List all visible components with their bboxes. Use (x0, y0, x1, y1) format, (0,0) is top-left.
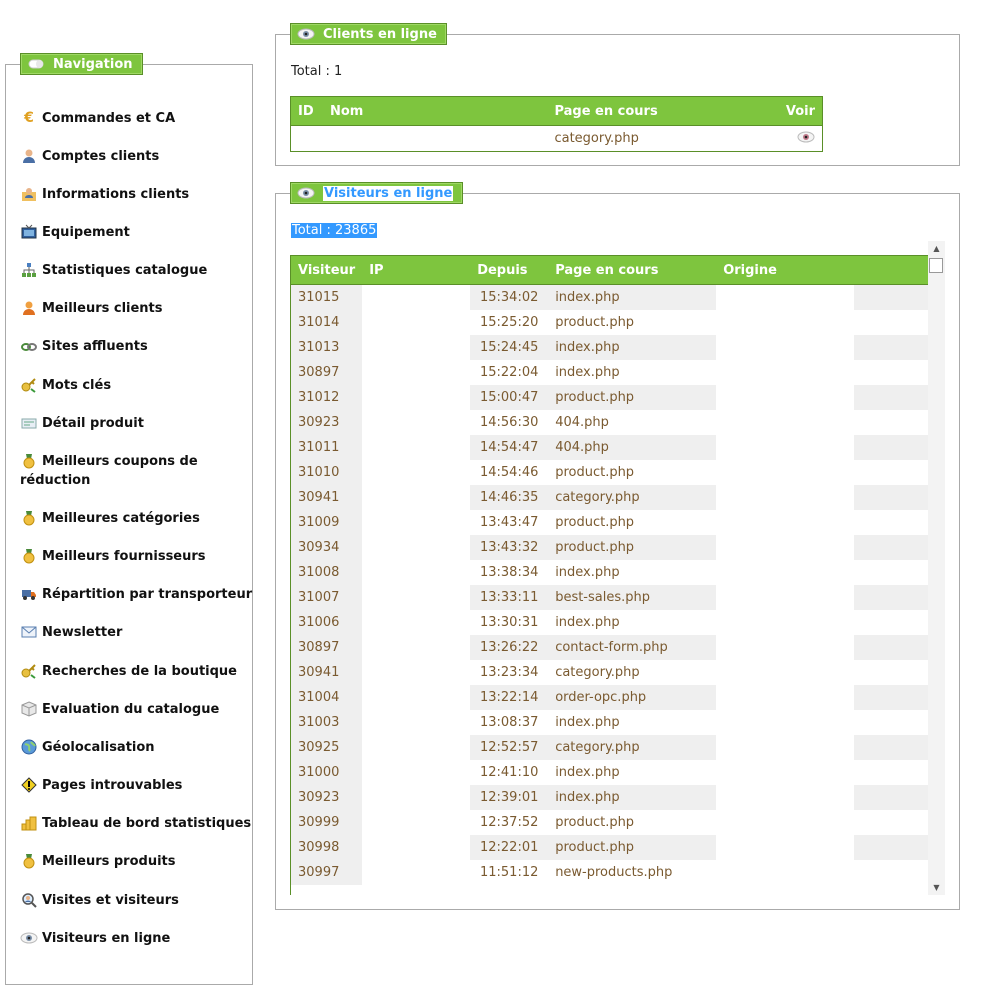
table-row (291, 560, 929, 585)
visitor-origin (716, 410, 854, 435)
table-row (291, 385, 929, 410)
visitor-extra (854, 385, 929, 410)
visitor-extra (854, 685, 929, 710)
visitor-page: contact-form.php (548, 635, 716, 660)
visitors-online-legend (290, 182, 463, 204)
visitors-table (291, 255, 929, 885)
visitor-page: index.php (548, 710, 716, 735)
visitor-since: 14:54:47 (470, 435, 548, 460)
globe-icon (20, 739, 38, 755)
table-row (291, 685, 929, 710)
nav-item-label: Informations clients (42, 187, 190, 202)
visitor-ip (362, 610, 470, 635)
visitor-id: 30925 (291, 735, 362, 760)
visitor-origin (716, 485, 854, 510)
key-icon (20, 377, 38, 393)
table-row (291, 285, 929, 311)
email-icon (20, 624, 38, 640)
col-voir: Voir (779, 97, 823, 126)
visitor-since: 13:30:31 (470, 610, 548, 635)
table-row (291, 660, 929, 685)
medal-icon (20, 510, 38, 526)
pill-icon (27, 58, 45, 70)
visitor-page: product.php (548, 835, 716, 860)
nav-item-label: Répartition par transporteur (42, 587, 253, 602)
nav-item[interactable] (20, 891, 267, 910)
scrollbar-thumb[interactable] (929, 258, 943, 273)
nav-item[interactable] (20, 700, 267, 719)
nav-item-label: Commandes et CA (42, 111, 176, 126)
nav-item[interactable] (20, 223, 267, 242)
nav-item[interactable] (20, 738, 267, 757)
visitor-ip (362, 460, 470, 485)
visitor-origin (716, 810, 854, 835)
key-icon (20, 663, 38, 679)
sitemap-icon (20, 262, 38, 278)
nav-item-label: Pages introuvables (42, 778, 183, 793)
col-nom: Nom (323, 97, 548, 126)
visitor-origin (716, 560, 854, 585)
table-row (291, 735, 929, 760)
visitor-id: 31006 (291, 610, 362, 635)
table-row (291, 860, 929, 885)
user-info-icon (20, 186, 38, 202)
nav-item-label: Visiteurs en ligne (42, 931, 171, 946)
nav-item[interactable] (20, 376, 267, 395)
visitor-since: 13:08:37 (470, 710, 548, 735)
table-row (291, 335, 929, 360)
visitor-extra (854, 610, 929, 635)
visitor-origin (716, 660, 854, 685)
visitor-origin (716, 785, 854, 810)
product-icon (20, 415, 38, 431)
visitor-extra (854, 860, 929, 885)
link-icon (20, 338, 38, 354)
visitor-id: 30923 (291, 410, 362, 435)
visitor-ip (362, 435, 470, 460)
visitors-table-header (291, 256, 929, 285)
visitor-ip (362, 760, 470, 785)
visitor-page: product.php (548, 385, 716, 410)
table-row (291, 585, 929, 610)
vertical-scrollbar[interactable] (928, 241, 945, 895)
col-visiteur: Visiteur (291, 256, 362, 285)
visitor-extra (854, 660, 929, 685)
visitor-since: 13:33:11 (470, 585, 548, 610)
visitor-extra (854, 785, 929, 810)
visitor-origin (716, 310, 854, 335)
visitor-id: 30997 (291, 860, 362, 885)
visitor-id: 31004 (291, 685, 362, 710)
visitor-extra (854, 835, 929, 860)
visitor-extra (854, 585, 929, 610)
visitor-ip (362, 785, 470, 810)
table-row (291, 535, 929, 560)
visitor-extra (854, 735, 929, 760)
visitor-since: 12:39:01 (470, 785, 548, 810)
visitor-origin (716, 335, 854, 360)
visitor-page: category.php (548, 735, 716, 760)
nav-item[interactable] (20, 109, 267, 128)
nav-item[interactable] (20, 852, 267, 871)
visitor-since: 12:22:01 (470, 835, 548, 860)
visitor-page: index.php (548, 760, 716, 785)
nav-item[interactable] (20, 776, 267, 795)
visitor-since: 13:43:47 (470, 510, 548, 535)
visitor-id: 31007 (291, 585, 362, 610)
nav-item-label: Détail produit (42, 416, 144, 431)
nav-item[interactable] (20, 337, 267, 356)
visitor-id: 31008 (291, 560, 362, 585)
euro-icon: € (24, 109, 34, 126)
visitor-ip (362, 335, 470, 360)
visitor-origin (716, 510, 854, 535)
nav-item-label: Meilleurs coupons de (42, 454, 198, 469)
visitor-ip (362, 410, 470, 435)
visitor-since: 15:25:20 (470, 310, 548, 335)
nav-item-label: Meilleures catégories (42, 511, 200, 526)
table-row (291, 310, 929, 335)
visitor-extra (854, 760, 929, 785)
table-row (291, 435, 929, 460)
visitor-since: 13:38:34 (470, 560, 548, 585)
visitor-page: product.php (548, 310, 716, 335)
visitor-id: 31013 (291, 335, 362, 360)
table-row (291, 126, 823, 152)
visitor-ip (362, 385, 470, 410)
nav-item-label: Comptes clients (42, 149, 160, 164)
nav-item-label: Recherches de la boutique (42, 664, 237, 679)
nav-item[interactable] (20, 929, 267, 948)
visitor-id: 30999 (291, 810, 362, 835)
table-row (291, 410, 929, 435)
visitor-extra (854, 810, 929, 835)
visitor-ip (362, 285, 470, 311)
visitor-origin (716, 860, 854, 885)
visitor-extra (854, 710, 929, 735)
clients-online-legend (290, 23, 447, 45)
visitor-id: 30897 (291, 360, 362, 385)
table-row (291, 510, 929, 535)
nav-item-label: Newsletter (42, 625, 123, 640)
visitor-id: 31015 (291, 285, 362, 311)
visitor-origin (716, 585, 854, 610)
clients-online-title: Clients en ligne (323, 26, 437, 42)
search-user-icon (20, 892, 38, 908)
visitor-extra (854, 435, 929, 460)
visitor-ip (362, 660, 470, 685)
visitors-table-scroll[interactable] (290, 255, 930, 895)
visitor-ip (362, 710, 470, 735)
visitor-page: index.php (548, 610, 716, 635)
nav-item[interactable] (20, 547, 267, 566)
tv-icon (20, 224, 38, 240)
visitor-page: index.php (548, 360, 716, 385)
warning-icon (20, 777, 38, 793)
visitor-extra (854, 310, 929, 335)
visitor-id: 30998 (291, 835, 362, 860)
eye-icon (297, 187, 315, 199)
nav-item[interactable] (20, 185, 267, 204)
visitor-ip (362, 310, 470, 335)
visitors-total: Total : 23865 (292, 223, 377, 238)
visitor-id: 30897 (291, 635, 362, 660)
scroll-up-arrow-icon[interactable]: ▲ (933, 244, 940, 253)
visitor-page: product.php (548, 510, 716, 535)
visitors-table-body (291, 285, 929, 886)
nav-item[interactable] (20, 509, 267, 528)
table-row (291, 710, 929, 735)
visitor-origin (716, 685, 854, 710)
visitor-origin (716, 635, 854, 660)
nav-item-label: Statistiques catalogue (42, 263, 208, 278)
visitor-ip (362, 585, 470, 610)
clients-table-header (291, 97, 823, 126)
visitor-since: 15:22:04 (470, 360, 548, 385)
client-id (291, 126, 323, 152)
user-icon (20, 148, 38, 164)
visitor-ip (362, 535, 470, 560)
visitor-id: 30941 (291, 485, 362, 510)
table-row (291, 460, 929, 485)
truck-icon (20, 586, 38, 602)
visitor-id: 31014 (291, 310, 362, 335)
nav-item[interactable] (20, 452, 245, 490)
clients-total: Total : 1 (291, 64, 343, 79)
visitor-since: 12:37:52 (470, 810, 548, 835)
navigation-legend (20, 53, 143, 75)
table-row (291, 835, 929, 860)
visitor-ip (362, 810, 470, 835)
visitor-origin (716, 535, 854, 560)
visitor-ip (362, 685, 470, 710)
visitor-id: 31009 (291, 510, 362, 535)
visitor-origin (716, 710, 854, 735)
visitor-page: category.php (548, 660, 716, 685)
scroll-down-arrow-icon[interactable]: ▼ (933, 883, 940, 892)
visitor-page: category.php (548, 485, 716, 510)
visitor-origin (716, 435, 854, 460)
table-row (291, 810, 929, 835)
nav-item[interactable] (20, 623, 267, 642)
visitor-id: 30934 (291, 535, 362, 560)
visitor-origin (716, 610, 854, 635)
visitor-ip (362, 735, 470, 760)
view-client-button[interactable] (779, 126, 823, 152)
visitor-id: 31003 (291, 710, 362, 735)
visitor-page: product.php (548, 460, 716, 485)
visitor-since: 11:51:12 (470, 860, 548, 885)
clients-online-panel (275, 26, 960, 166)
user-orange-icon (20, 300, 38, 316)
nav-item[interactable] (20, 585, 267, 604)
visitor-extra (854, 635, 929, 660)
col-origine: Origine (716, 256, 854, 285)
visitor-extra (854, 510, 929, 535)
clients-table (290, 96, 823, 152)
visitor-page: product.php (548, 535, 716, 560)
col-extra (854, 256, 929, 285)
visitor-extra (854, 535, 929, 560)
visitor-page: new-products.php (548, 860, 716, 885)
visitor-id: 30941 (291, 660, 362, 685)
coins-icon (20, 815, 38, 831)
table-row (291, 760, 929, 785)
visitor-page: 404.php (548, 435, 716, 460)
nav-item[interactable] (20, 814, 267, 833)
nav-item[interactable] (20, 299, 267, 318)
nav-item-label: Meilleurs clients (42, 301, 163, 316)
navigation-title: Navigation (53, 56, 133, 72)
nav-item-label: Géolocalisation (42, 740, 155, 755)
visitor-origin (716, 460, 854, 485)
visitor-origin (716, 285, 854, 311)
client-name (323, 126, 548, 152)
nav-item[interactable] (20, 147, 267, 166)
nav-item[interactable] (20, 261, 267, 280)
visitor-page: index.php (548, 560, 716, 585)
visitor-extra (854, 560, 929, 585)
nav-item-label: Mots clés (42, 378, 112, 393)
table-row (291, 635, 929, 660)
nav-item-label: réduction (20, 473, 91, 488)
visitor-since: 14:54:46 (470, 460, 548, 485)
eye-icon (297, 28, 315, 40)
eye-icon[interactable] (797, 132, 815, 147)
visitor-since: 15:34:02 (470, 285, 548, 311)
visitor-ip (362, 835, 470, 860)
visitor-id: 31000 (291, 760, 362, 785)
nav-item-label: Evaluation du catalogue (42, 702, 220, 717)
eye-icon (20, 930, 38, 946)
visitor-since: 13:26:22 (470, 635, 548, 660)
visitor-origin (716, 385, 854, 410)
visitor-since: 12:52:57 (470, 735, 548, 760)
col-id: ID (291, 97, 323, 126)
table-row (291, 785, 929, 810)
visitor-id: 31010 (291, 460, 362, 485)
visitors-online-title: Visiteurs en ligne (324, 185, 453, 201)
visitor-ip (362, 635, 470, 660)
visitor-id: 30923 (291, 785, 362, 810)
visitor-since: 14:46:35 (470, 485, 548, 510)
nav-item-label: Equipement (42, 225, 130, 240)
visitor-extra (854, 285, 929, 311)
medal-icon (20, 853, 38, 869)
nav-item[interactable] (20, 414, 267, 433)
visitor-page: index.php (548, 285, 716, 311)
visitor-extra (854, 360, 929, 385)
visitor-ip (362, 560, 470, 585)
visitor-origin (716, 735, 854, 760)
visitor-id: 31011 (291, 435, 362, 460)
visitor-since: 13:23:34 (470, 660, 548, 685)
visitor-origin (716, 760, 854, 785)
visitor-page: product.php (548, 810, 716, 835)
visitor-since: 14:56:30 (470, 410, 548, 435)
col-page: Page en cours (547, 97, 778, 126)
visitor-page: index.php (548, 785, 716, 810)
table-row (291, 485, 929, 510)
visitor-origin (716, 360, 854, 385)
visitor-page: 404.php (548, 410, 716, 435)
visitor-extra (854, 335, 929, 360)
col-depuis: Depuis (470, 256, 548, 285)
nav-item-label: Meilleurs fournisseurs (42, 549, 206, 564)
visitor-extra (854, 485, 929, 510)
box-icon (20, 701, 38, 717)
medal-icon (20, 453, 38, 469)
visitor-extra (854, 460, 929, 485)
table-row (291, 610, 929, 635)
visitor-since: 15:24:45 (470, 335, 548, 360)
visitor-page: best-sales.php (548, 585, 716, 610)
visitor-ip (362, 510, 470, 535)
table-row (291, 360, 929, 385)
visitor-ip (362, 360, 470, 385)
visitors-online-panel (275, 185, 960, 910)
client-page: category.php (554, 131, 639, 146)
nav-item-label: Sites affluents (42, 339, 148, 354)
visitor-since: 13:43:32 (470, 535, 548, 560)
visitor-since: 12:41:10 (470, 760, 548, 785)
visitor-page: index.php (548, 335, 716, 360)
nav-item[interactable] (20, 662, 267, 681)
visitor-page: order-opc.php (548, 685, 716, 710)
visitor-ip (362, 485, 470, 510)
visitor-since: 13:22:14 (470, 685, 548, 710)
visitor-id: 31012 (291, 385, 362, 410)
col-ip: IP (362, 256, 470, 285)
col-page-en-cours: Page en cours (548, 256, 716, 285)
visitor-ip (362, 860, 470, 885)
nav-item-label: Visites et visiteurs (42, 893, 179, 908)
visitor-since: 15:00:47 (470, 385, 548, 410)
medal-icon (20, 548, 38, 564)
nav-item-label: Tableau de bord statistiques (42, 816, 252, 831)
navigation-panel (5, 56, 253, 985)
nav-item-label: Meilleurs produits (42, 854, 176, 869)
visitor-extra (854, 410, 929, 435)
visitor-origin (716, 835, 854, 860)
